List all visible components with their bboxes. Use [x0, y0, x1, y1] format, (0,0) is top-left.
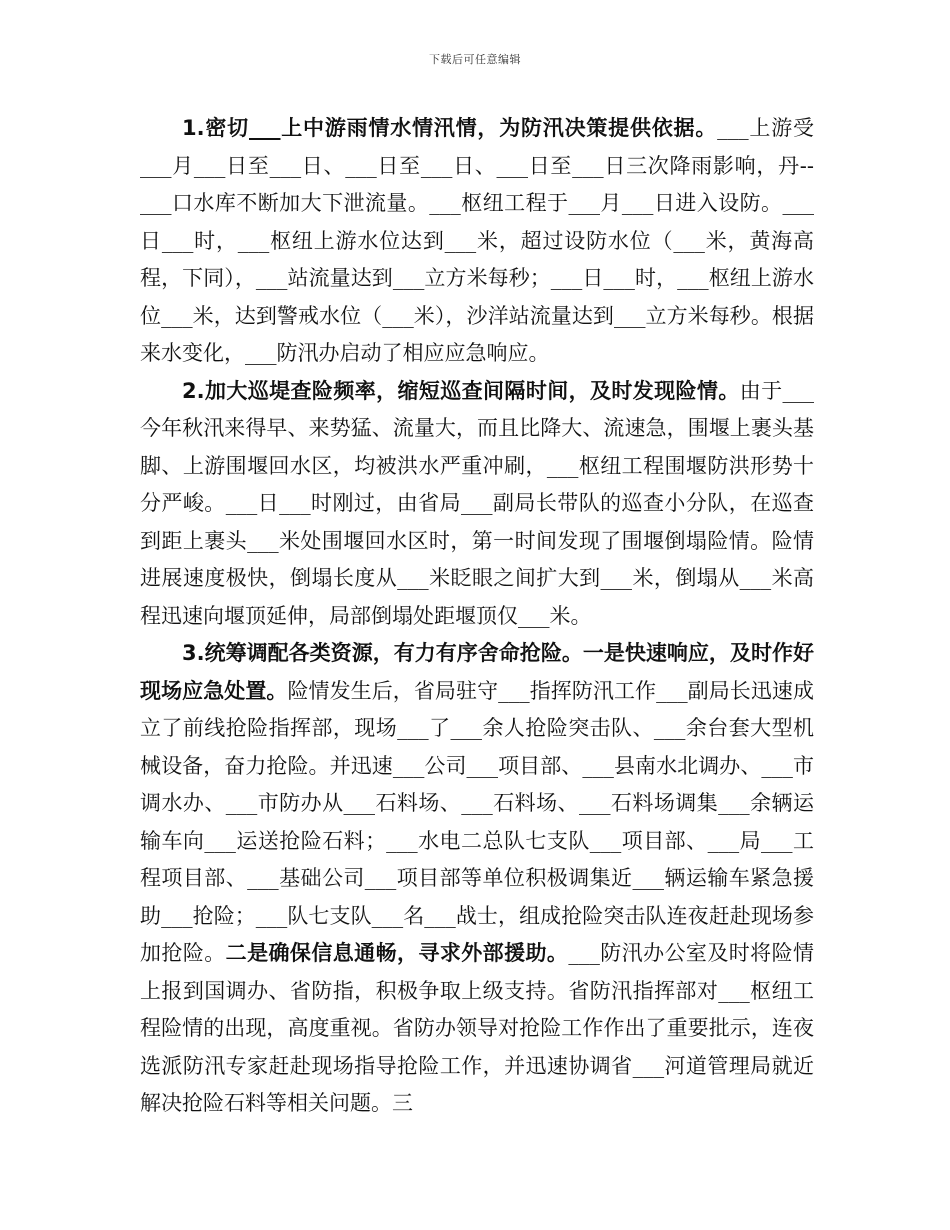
paragraph-2-body: 由于___今年秋汛来得早、来势猛、流量大，而且比降大、流速急，围堰上裹头基脚、上游围堰回水区，均被洪水严重冲刷，___枢纽工程围堰防洪形势十分严峻。___日___时刚过，由省局___副局长带队的巡查小分队，在巡查到距上裹头___米处围堰回水区时，第一时间发现了围堰倒塌险情。险情进展速度极快，倒塌长度从___米眨眼之间扩大到___米，倒塌从___米高程迅速向堰顶延伸，局部倒塌处距堰顶仅___米。	[140, 378, 814, 628]
paragraph-1	[140, 110, 814, 373]
paragraph-3-body: 险情发生后，省局驻守___指挥防汛工作___副局长迅速成立了前线抢险指挥部，现场___了___余人抢险突击队、___余台套大型机械设备，奋力抢险。并迅速___公司___项目部、___县南水北调办、___市调水办、___市防办从___石料场、___石料场、___石料场调集___余辆运输车向___运送抢险石料；___水电二总队七支队___项目部、___局___工程项目部、___基础公司___项目部等单位积极调集近___辆运输车紧急援助___抢险；___队七支队___名___战士，组成抢险突击队连夜赶赴现场参加抢险。	[140, 678, 815, 965]
paragraph-1-heading: 1.密切___上中游雨情水情汛情，为防汛决策提供依据。	[182, 116, 718, 140]
paragraph-3-heading: 3.统筹调配各类资源，有力有序舍命抢险。一是快速响应，及时作好现场应急处置。	[140, 641, 814, 703]
paragraph-3-body-continued: ___防汛办公室及时将险情上报到国调办、省防指，积极争取上级支持。省防汛指挥部对___枢纽工程险情的出现，高度重视。省防办领导对抢险工作作出了重要批示，连夜选派防汛专家赶赴现场指导抢险工作，并迅速协调省___河道管理局就近解决抢险石料等相关问题。三	[140, 941, 815, 1115]
page-header: 下载后可任意编辑	[429, 53, 521, 66]
paragraph-1-body: ___上游受___月___日至___日、___日至___日、___日至___日三次降雨影响，丹--___口水库不断加大下泄流量。___枢纽工程于___月___日进入设防。___日___时，___枢纽上游水位达到___米，超过设防水位（___米，黄海高程，下同），___站流量达到___立方米每秒；___日___时，___枢纽上游水位___米，达到警戒水位（___米），沙洋站流量达到___立方米每秒。根据来水变化，___防汛办启动了相应应急响应。	[140, 116, 815, 365]
paragraph-2	[140, 373, 814, 636]
paragraph-3	[140, 635, 814, 1123]
paragraph-3-subheading: 二是确保信息通畅，寻求外部援助。	[225, 941, 569, 965]
document-body	[140, 110, 814, 1123]
paragraph-2-heading: 2.加大巡堤查险频率，缩短巡查间隔时间，及时发现险情。	[182, 378, 740, 403]
